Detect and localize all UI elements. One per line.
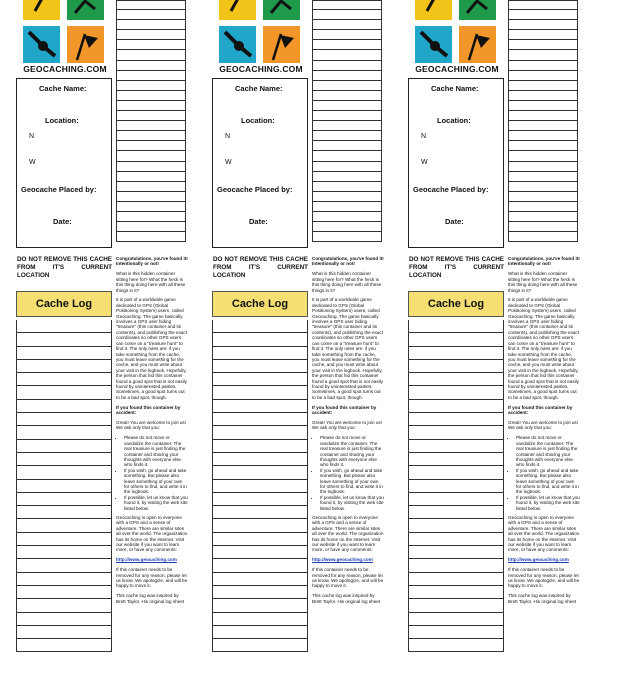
logo-wordmark: GEOCACHING.COM <box>219 64 303 74</box>
question-text: What is this hidden container sitting here for? What the heck is this thing doing here with all these things in it? <box>312 271 382 293</box>
logo-tile-green-icon <box>67 0 104 20</box>
website-link[interactable]: http://www.geocaching.com <box>116 557 177 563</box>
game-paragraph: It is part of a worldwide game dedicated to GPS (Global Positioning System) users, called Geocaching. The game basically involves a GPS user hiding "treasure" (this container and its contents), and publishing the exact coordinates so other GPS users can come on a "treasure hunt" to find it. The only rules are: if you take something from the cache, you must leave something for the cache, and you must write about your visit in the logbook. Hopefully, the person that hid this container found a good spot that is not easily found by uninterested parties. Sometimes, a good spot turns out to be a bad spot, though. <box>116 297 187 400</box>
log-lines-right <box>116 0 186 242</box>
logo-tile-cyan-icon <box>23 26 60 63</box>
game-paragraph: It is part of a worldwide game dedicated to GPS (Global Positioning System) users, called Geocaching. The game basically involves a GPS user hiding "treasure" (this container and its contents), and publishing the exact coordinates so other GPS users can come on a "treasure hunt" to find it. The only rules are: if you take something from the cache, you must leave something for the cache, and you must write about your visit in the logbook. Hopefully, the person that hid this container found a good spot that is not easily found by uninterested parties. Sometimes, a good spot turns out to be a bad spot, though. <box>508 297 579 400</box>
geocaching-logo <box>215 0 307 74</box>
cache-info-box <box>212 78 308 248</box>
credit-paragraph: This cache log was inspired by Brett Taylor. His original log sheet <box>508 593 577 604</box>
date-label: Date: <box>53 217 72 226</box>
west-label: W <box>29 159 36 166</box>
west-label: W <box>421 159 428 166</box>
cache-name-label: Cache Name: <box>235 84 283 93</box>
removal-paragraph: If this container needs to be removed for any reason, please let us know. We apologize, and will be happy to move it. <box>312 567 384 589</box>
rules-list <box>116 435 188 511</box>
date-label: Date: <box>249 217 268 226</box>
rule-item: • If possible, let us know that you found it, by visiting the web site listed below. <box>124 495 188 511</box>
logo-tile-yellow-icon <box>415 0 452 20</box>
website-link[interactable]: http://www.geocaching.com <box>312 557 373 563</box>
info-text <box>116 256 188 609</box>
log-lines-left <box>408 320 504 652</box>
congrats-heading: Congratulations, you've found it! Intentionally or not! <box>116 256 188 267</box>
info-text <box>508 256 580 609</box>
log-strip <box>0 0 188 675</box>
logo-wordmark: GEOCACHING.COM <box>415 64 499 74</box>
placed-by-label: Geocache Placed by: <box>21 185 97 194</box>
credit-paragraph: This cache log was inspired by Brett Taylor. His original log sheet <box>312 593 381 604</box>
north-label: N <box>225 133 231 140</box>
cache-log-title: Cache Log <box>212 291 308 317</box>
greeting-text: Great! You are welcome to join us! We ask only that you: <box>116 419 186 431</box>
location-label: Location: <box>45 116 79 125</box>
rule-item: • Please do not move or vandalize the container. The real treasure is just finding the container and sharing your thoughts with everyone else who finds it. <box>124 435 188 467</box>
open-to-everyone-paragraph: Geocaching is open to everyone with a GPS and a sense of adventure. There are similar sites all over the world. The organization has its home on the Internet. Visit our website if you want to learn more, or have any comments: <box>312 514 384 553</box>
congrats-heading: Congratulations, you've found it! Intentionally or not! <box>508 256 580 267</box>
question-text: What is this hidden container sitting here for? What the heck is this thing doing here with all these things in it? <box>116 271 186 293</box>
do-not-remove-warning: DO NOT REMOVE THIS CACHE FROM IT'S CURRENT LOCATION <box>213 256 308 279</box>
cache-log-title: Cache Log <box>408 291 504 317</box>
greeting-text: Great! You are welcome to join us! We ask only that you: <box>508 419 578 431</box>
cache-name-label: Cache Name: <box>431 84 479 93</box>
west-label: W <box>225 159 232 166</box>
question-text: What is this hidden container sitting here for? What the heck is this thing doing here with all these things in it? <box>508 271 578 293</box>
removal-paragraph: If this container needs to be removed for any reason, please let us know. We apologize, and will be happy to move it. <box>508 567 580 589</box>
congrats-heading: Congratulations, you've found it! Intentionally or not! <box>312 256 384 267</box>
rule-item: • If you wish, go ahead and take something. But please also leave something of your own for others to find, and write it in the logbook. <box>320 468 384 495</box>
logo-tile-green-icon <box>459 0 496 20</box>
rules-list <box>508 435 580 511</box>
open-to-everyone-paragraph: Geocaching is open to everyone with a GPS and a sense of adventure. There are similar sites all over the world. The organization has its home on the Internet. Visit our website if you want to learn more, or have any comments: <box>116 514 188 553</box>
rule-item: • If you wish, go ahead and take something. But please also leave something of your own for others to find, and write it in the logbook. <box>516 468 580 495</box>
rule-item: • Please do not move or vandalize the container. The real treasure is just finding the container and sharing your thoughts with everyone else who finds it. <box>516 435 580 467</box>
rule-item: • If possible, let us know that you found it, by visiting the web site listed below. <box>516 495 580 511</box>
info-text <box>312 256 384 609</box>
log-lines-left <box>212 320 308 652</box>
geocaching-logo <box>411 0 503 74</box>
rule-item: • Please do not move or vandalize the container. The real treasure is just finding the container and sharing your thoughts with everyone else who finds it. <box>320 435 384 467</box>
log-strip <box>196 0 384 675</box>
logo-tile-cyan-icon <box>415 26 452 63</box>
placed-by-label: Geocache Placed by: <box>413 185 489 194</box>
logo-tile-orange-flag-icon <box>263 26 300 63</box>
do-not-remove-warning: DO NOT REMOVE THIS CACHE FROM IT'S CURRENT LOCATION <box>17 256 112 279</box>
placed-by-label: Geocache Placed by: <box>217 185 293 194</box>
credit-paragraph: This cache log was inspired by Brett Taylor. His original log sheet <box>116 593 185 604</box>
logo-tile-orange-flag-icon <box>67 26 104 63</box>
cache-name-label: Cache Name: <box>39 84 87 93</box>
log-lines-left <box>16 320 112 652</box>
removal-paragraph: If this container needs to be removed for any reason, please let us know. We apologize, and will be happy to move it. <box>116 567 188 589</box>
accident-heading: If you found this container by accident: <box>508 404 573 416</box>
log-strip <box>392 0 580 675</box>
location-label: Location: <box>241 116 275 125</box>
cache-info-box <box>16 78 112 248</box>
cache-info-box <box>408 78 504 248</box>
greeting-text: Great! You are welcome to join us! We ask only that you: <box>312 419 382 431</box>
logo-tile-cyan-icon <box>219 26 256 63</box>
logo-tile-orange-flag-icon <box>459 26 496 63</box>
logo-tile-yellow-icon <box>23 0 60 20</box>
logo-tile-green-icon <box>263 0 300 20</box>
log-lines-right <box>312 0 382 242</box>
date-label: Date: <box>445 217 464 226</box>
cache-log-title: Cache Log <box>16 291 112 317</box>
location-label: Location: <box>437 116 471 125</box>
rules-list <box>312 435 384 511</box>
rule-item: • If you wish, go ahead and take something. But please also leave something of your own for others to find, and write it in the logbook. <box>124 468 188 495</box>
logo-wordmark: GEOCACHING.COM <box>23 64 107 74</box>
rule-item: • If possible, let us know that you found it, by visiting the web site listed below. <box>320 495 384 511</box>
logo-tile-yellow-icon <box>219 0 256 20</box>
accident-heading: If you found this container by accident: <box>116 404 181 416</box>
north-label: N <box>421 133 427 140</box>
geocaching-logo <box>19 0 111 74</box>
game-paragraph: It is part of a worldwide game dedicated to GPS (Global Positioning System) users, called Geocaching. The game basically involves a GPS user hiding "treasure" (this container and its contents), and publishing the exact coordinates so other GPS users can come on a "treasure hunt" to find it. The only rules are: if you take something from the cache, you must leave something for the cache, and you must write about your visit in the logbook. Hopefully, the person that hid this container found a good spot that is not easily found by uninterested parties. Sometimes, a good spot turns out to be a bad spot, though. <box>312 297 383 400</box>
north-label: N <box>29 133 35 140</box>
open-to-everyone-paragraph: Geocaching is open to everyone with a GPS and a sense of adventure. There are similar sites all over the world. The organization has its home on the Internet. Visit our website if you want to learn more, or have any comments: <box>508 514 580 553</box>
website-link[interactable]: http://www.geocaching.com <box>508 557 569 563</box>
accident-heading: If you found this container by accident: <box>312 404 377 416</box>
log-lines-right <box>508 0 578 242</box>
do-not-remove-warning: DO NOT REMOVE THIS CACHE FROM IT'S CURRENT LOCATION <box>409 256 504 279</box>
